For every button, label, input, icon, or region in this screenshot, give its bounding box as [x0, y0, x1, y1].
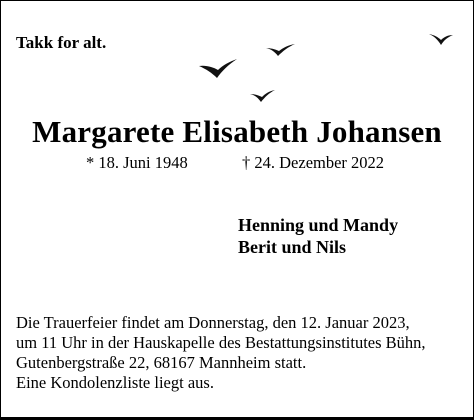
mourner-line: Berit und Nils	[238, 237, 347, 257]
birth-date: * 18. Juni 1948	[86, 153, 188, 172]
bird-icon	[250, 90, 275, 102]
death-date: † 24. Dezember 2022	[242, 153, 385, 172]
motto: Takk for alt.	[16, 33, 107, 52]
funeral-info-line: Gutenbergstraße 22, 68167 Mannheim statt.	[16, 353, 307, 372]
mourner-line: Henning und Mandy	[238, 215, 399, 235]
bird-icon	[266, 44, 295, 56]
flying-birds-icon	[0, 0, 474, 120]
funeral-info-line: Die Trauerfeier findet am Donnerstag, den 12. Januar 2023,	[16, 313, 410, 332]
mourners-list	[238, 214, 398, 258]
funeral-info-line: um 11 Uhr in der Hauskapelle des Bestattungsinstitutes Bühn,	[16, 333, 426, 352]
deceased-name: Margarete Elisabeth Johansen	[32, 114, 442, 149]
bird-icon	[199, 59, 237, 78]
funeral-info	[16, 313, 426, 393]
funeral-info-line: Eine Kondolenzliste liegt aus.	[16, 373, 214, 392]
bird-icon	[429, 34, 453, 45]
